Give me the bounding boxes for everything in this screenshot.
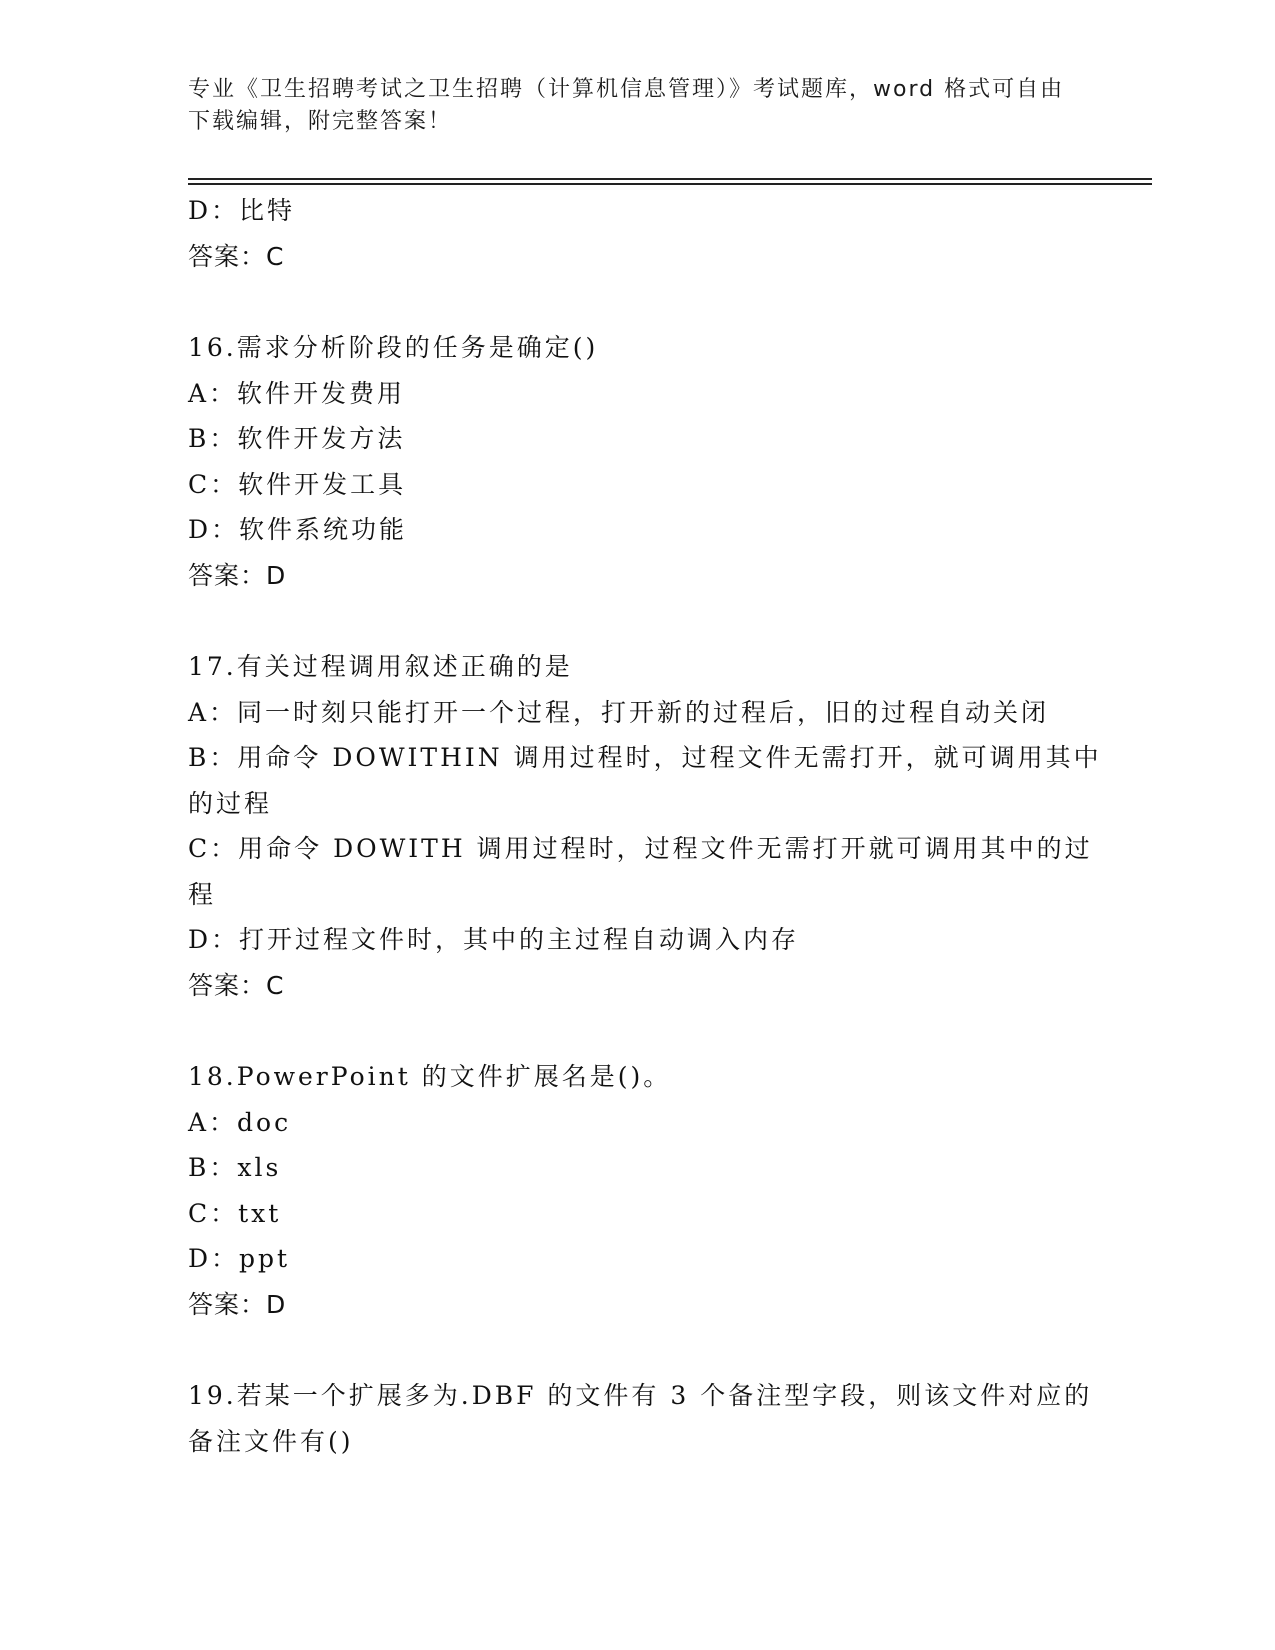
answer-line: 答案：C — [188, 241, 285, 271]
option-d: D：打开过程文件时，其中的主过程自动调入内存 — [188, 925, 800, 954]
question-19 — [188, 1373, 1108, 1464]
question-16 — [188, 325, 1108, 598]
spacer — [188, 598, 1108, 644]
option-b: B：用命令 DOWITHIN 调用过程时，过程文件无需打开，就可调用其中的过程 — [188, 743, 1102, 818]
option-c: C：用命令 DOWITH 调用过程时，过程文件无需打开就可调用其中的过程 — [188, 834, 1093, 909]
spacer — [188, 1008, 1108, 1054]
option-a: A：软件开发费用 — [188, 378, 406, 408]
question-stem: 17.有关过程调用叙述正确的是 — [188, 652, 573, 681]
spacer — [188, 279, 1108, 325]
option-d: D：比特 — [188, 196, 296, 225]
answer-line: 答案：D — [188, 1289, 287, 1319]
option-d: D：ppt — [188, 1244, 291, 1273]
question-stem: 18.PowerPoint 的文件扩展名是()。 — [188, 1062, 672, 1091]
document-header: 专业《卫生招聘考试之卫生招聘（计算机信息管理）》考试题库，word 格式可自由下载编辑，附完整答案！ — [188, 77, 1065, 134]
question-stem: 16.需求分析阶段的任务是确定() — [188, 333, 599, 362]
question-stem: 19.若某一个扩展多为.DBF 的文件有 3 个备注型字段，则该文件对应的备注文件有() — [188, 1381, 1093, 1456]
question-content — [188, 188, 1108, 1464]
option-a: A：doc — [188, 1107, 292, 1137]
option-b: B：软件开发方法 — [188, 424, 406, 453]
header-rule-bottom — [188, 183, 1152, 185]
header-rule-top — [188, 178, 1152, 180]
option-c: C：txt — [188, 1198, 282, 1228]
option-a: A：同一时刻只能打开一个过程，打开新的过程后，旧的过程自动关闭 — [188, 697, 1050, 727]
answer-line: 答案：C — [188, 970, 285, 1000]
question-17 — [188, 644, 1108, 1008]
option-c: C：软件开发工具 — [188, 469, 407, 499]
answer-line: 答案：D — [188, 560, 287, 590]
option-b: B：xls — [188, 1153, 282, 1182]
spacer — [188, 1327, 1108, 1373]
question-18 — [188, 1054, 1108, 1327]
option-d: D：软件系统功能 — [188, 515, 408, 544]
